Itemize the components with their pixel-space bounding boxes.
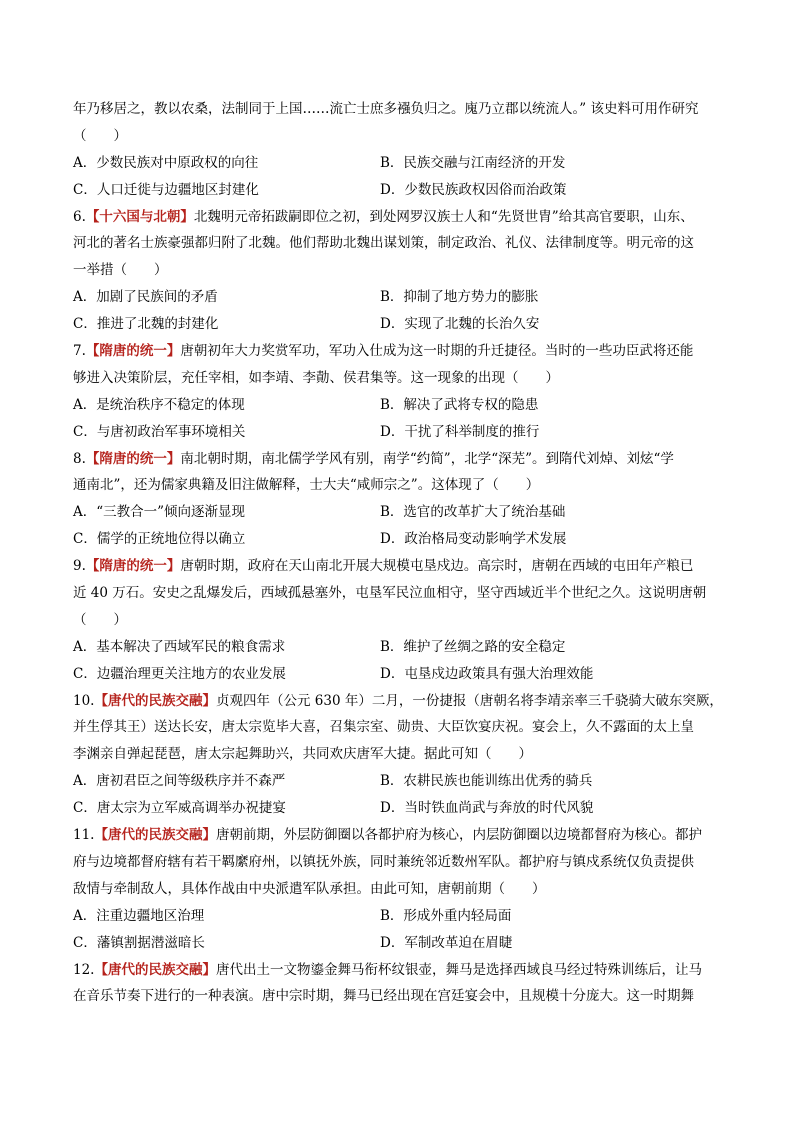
option-a[interactable]: A．是统治秩序不稳定的体现 [73, 396, 245, 413]
option-c[interactable]: C．推进了北魏的封建化 [73, 316, 219, 333]
option-d[interactable]: D．干扰了科举制度的推行 [380, 423, 540, 440]
option-d[interactable]: D．实现了北魏的长治久安 [380, 316, 540, 333]
question-stem-text: 唐代出土一文物鎏金舞马衔杯纹银壶，舞马是选择西域良马经过特殊训练后，让马 [215, 961, 702, 978]
option-d[interactable]: D．屯垦戍边政策具有强大治理效能 [380, 665, 594, 682]
option-b[interactable]: B．农耕民族也能训练出优秀的骑兵 [380, 773, 593, 790]
topic-tag: 【隋唐的统一】 [85, 450, 181, 467]
topic-tag: 【唐代的民族交融】 [94, 827, 216, 844]
option-a[interactable]: A．少数民族对中原政权的向往 [73, 154, 259, 171]
question-stem-line [73, 553, 733, 580]
options-row [73, 903, 733, 930]
topic-tag: 【隋唐的统一】 [85, 558, 181, 575]
question-stem-line [73, 338, 733, 365]
question-stem-line [73, 822, 733, 849]
option-d[interactable]: D．当时铁血尚武与奔放的时代风貌 [380, 800, 594, 817]
topic-tag: 【唐代的民族交融】 [94, 961, 216, 978]
question-number: 6. [73, 208, 86, 225]
options-row [73, 661, 733, 688]
exam-page [73, 96, 733, 1010]
option-c[interactable]: C．藩镇割据潜滋暗长 [73, 934, 205, 951]
question-stem-line: 年乃移居之，教以农桑，法制同于上国……流亡士庶多襁负归之。廆乃立郡以统流人。” 该史料可用作研究 [73, 101, 699, 117]
question-11 [73, 822, 733, 956]
topic-tag: 【十六国与北朝】 [85, 208, 194, 225]
question-stem-line [73, 446, 733, 473]
question-12 [73, 957, 733, 1011]
options-row [73, 419, 733, 446]
options-row [73, 150, 733, 177]
question-stem-line: 李渊亲自弹起琵琶，唐太宗起舞助兴，共同欢庆唐军大捷。据此可知（ ） [73, 746, 532, 763]
question-number: 12. [73, 961, 95, 978]
question-stem-line [73, 957, 733, 984]
option-c[interactable]: C．人口迁徙与边疆地区封建化 [73, 181, 259, 198]
option-d[interactable]: D．政治格局变动影响学术发展 [380, 531, 567, 548]
question-stem-text: 北魏明元帝拓跋嗣即位之初，到处网罗汉族士人和“先贤世胄”给其高官要职，山东、 [193, 208, 694, 225]
option-b[interactable]: B．维护了丝绸之路的安全稳定 [380, 638, 566, 655]
option-b[interactable]: B．形成外重内轻局面 [380, 907, 512, 924]
question-stem-text: 唐朝初年大力奖赏军功，军功入仕成为这一时期的升迁捷径。当时的一些功臣武将还能 [180, 343, 694, 360]
options-row [73, 177, 733, 204]
answer-bracket: （ ） [73, 127, 127, 144]
question-number: 11. [73, 827, 95, 844]
question-7 [73, 338, 733, 446]
question-stem-text: 贞观四年（公元 630 年）二月，一份捷报（唐朝名将李靖亲率三千骁骑大破东突厥， [215, 692, 723, 709]
question-stem-line: 够进入决策阶层，充任宰相，如李靖、李勣、侯君集等。这一现象的出现（ ） [73, 369, 559, 386]
question-10 [73, 688, 733, 822]
option-a[interactable]: A．注重边疆地区治理 [73, 907, 205, 924]
question-stem-line: 近 40 万石。安史之乱爆发后，西域孤悬塞外，屯垦军民泣血相守，坚守西域近半个世纪之久。这说明唐朝 [73, 585, 707, 602]
options-row [73, 795, 733, 822]
option-c[interactable]: C．边疆治理更关注地方的农业发展 [73, 665, 286, 682]
question-6 [73, 204, 733, 338]
question-stem-line [73, 204, 733, 231]
option-a[interactable]: A．加剧了民族间的矛盾 [73, 289, 218, 306]
option-b[interactable]: B．选官的改革扩大了统治基础 [380, 504, 566, 521]
option-c[interactable]: C．儒学的正统地位得以确立 [73, 531, 246, 548]
question-stem-text: 唐朝前期，外层防御圈以各都护府为核心，内层防御圈以边境都督府为核心。都护 [215, 827, 702, 844]
options-row [73, 392, 733, 419]
question-9 [73, 553, 733, 687]
question-stem-line: 府与边境都督府辖有若干羁縻府州，以镇抚外族，同时兼统邻近数州军队。都护府与镇戍系统仅负责提供 [73, 853, 694, 870]
question-number: 10. [73, 692, 95, 709]
topic-tag: 【隋唐的统一】 [85, 343, 181, 360]
option-b[interactable]: B．抑制了地方势力的膨胀 [380, 289, 539, 306]
option-a[interactable]: A．唐初君臣之间等级秩序并不森严 [73, 773, 286, 790]
question-stem-text: 南北朝时期，南北儒学学风有别，南学“约简”，北学“深芜”。到隋代刘焯、刘炫“学 [180, 450, 674, 467]
question-stem-line: 河北的著名士族豪强都归附了北魏。他们帮助北魏出谋划策，制定政治、礼仪、法律制度等。明元帝的这 [73, 235, 694, 252]
question-number: 7. [73, 343, 86, 360]
options-row [73, 634, 733, 661]
question-stem-line [73, 688, 733, 715]
options-row [73, 499, 733, 526]
question-number: 8. [73, 450, 86, 467]
question-stem-line: 并生俘其王）送达长安，唐太宗览毕大喜，召集宗室、勋贵、大臣饮宴庆祝。宴会上，久不露面的太上皇 [73, 719, 694, 736]
question-stem-line: 通南北”，还为儒家典籍及旧注做解释，士大夫“咸师宗之”。这体现了（ ） [73, 477, 540, 494]
option-b[interactable]: B．解决了武将专权的隐患 [380, 396, 539, 413]
question-8 [73, 446, 733, 554]
question-number: 9. [73, 558, 86, 575]
question-5 [73, 96, 733, 204]
topic-tag: 【唐代的民族交融】 [94, 692, 216, 709]
options-row [73, 930, 733, 957]
option-c[interactable]: C．与唐初政治军事环境相关 [73, 423, 246, 440]
option-b[interactable]: B．民族交融与江南经济的开发 [380, 154, 566, 171]
option-d[interactable]: D．少数民族政权因俗而治政策 [380, 181, 567, 198]
option-d[interactable]: D．军制改革迫在眉睫 [380, 934, 513, 951]
options-row [73, 768, 733, 795]
question-stem-line: 一举措（ ） [73, 262, 168, 279]
option-a[interactable]: A．基本解决了西域军民的粮食需求 [73, 638, 286, 655]
options-row [73, 311, 733, 338]
question-stem-line: 在音乐节奏下进行的一种表演。唐中宗时期，舞马已经出现在宫廷宴会中，且规模十分庞大。这一时期舞 [73, 988, 694, 1005]
question-stem-line: 敌情与牵制敌人，具体作战由中央派遣军队承担。由此可知，唐朝前期（ ） [73, 880, 546, 897]
option-c[interactable]: C．唐太宗为立军威高调举办祝捷宴 [73, 800, 286, 817]
question-stem-text: 唐朝时期，政府在天山南北开展大规模屯垦戍边。高宗时，唐朝在西域的屯田年产粮已 [180, 558, 694, 575]
answer-bracket: （ ） [73, 611, 127, 628]
options-row [73, 284, 733, 311]
option-a[interactable]: A．“三教合一”倾向逐渐显现 [73, 504, 246, 521]
options-row [73, 526, 733, 553]
